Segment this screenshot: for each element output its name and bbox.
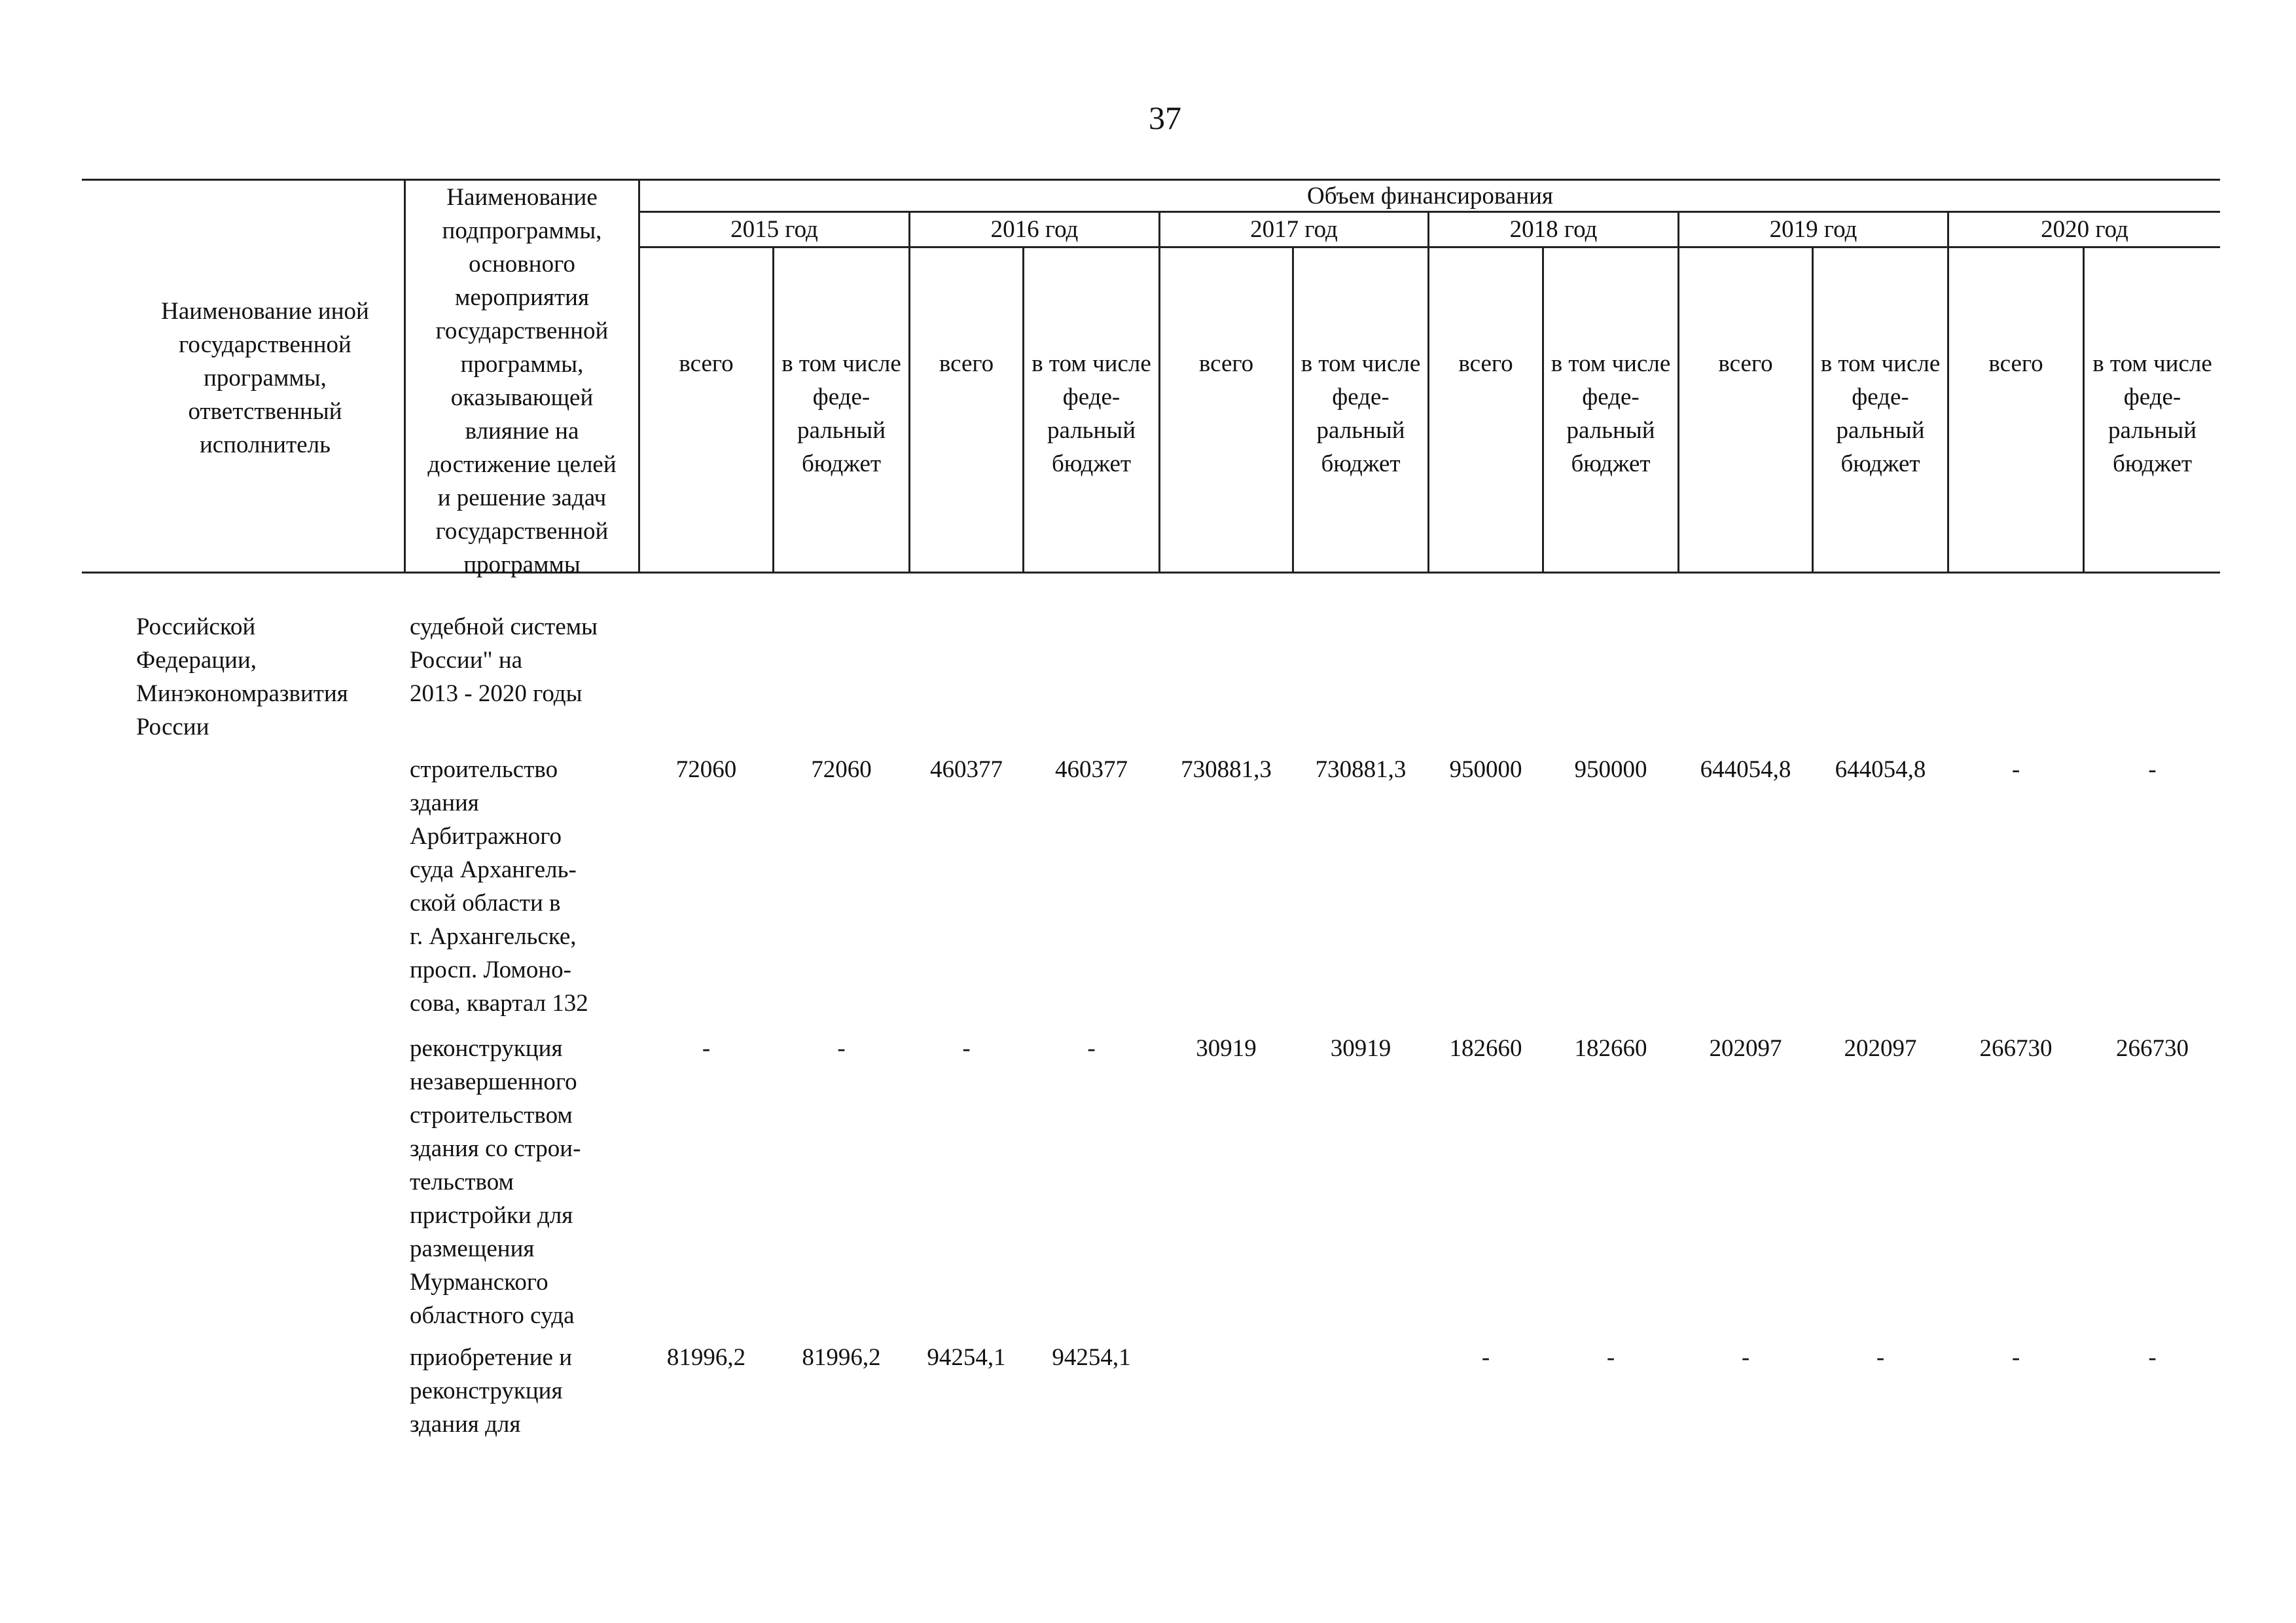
header-subprogram-name: Наименование подпрограммы, основного мероприятия государственной программы, оказывающей влияние на достижение целей и решение задач государственной программы	[427, 184, 617, 578]
row-value: 30919	[1330, 1035, 1391, 1062]
row-value: -	[837, 1035, 846, 1062]
row-value: -	[962, 1035, 971, 1062]
row-value: -	[1087, 1035, 1096, 1062]
row-value: 460377	[1055, 756, 1128, 783]
row-value: 202097	[1844, 1035, 1917, 1062]
header-funding: Объем финансирования	[1307, 182, 1553, 210]
header-program-name: Наименование иной государственной программы, ответственный исполнитель	[161, 298, 369, 458]
row-value: -	[1876, 1344, 1885, 1371]
header-total: всего	[1198, 350, 1254, 377]
row-value: -	[1606, 1344, 1615, 1371]
header-federal: в том числе феде- ральный бюджет	[1820, 350, 1941, 477]
row-value: 202097	[1709, 1035, 1782, 1062]
row-value: 730881,3	[1315, 756, 1407, 783]
row-value: 72060	[811, 756, 872, 783]
header-total: всего	[679, 350, 734, 377]
header-year: 2017 год	[1250, 216, 1338, 243]
row-value: 644054,8	[1700, 756, 1791, 783]
row-value: 182660	[1574, 1035, 1647, 1062]
header-year: 2020 год	[2041, 216, 2128, 243]
row-value: 266730	[2116, 1035, 2189, 1062]
row-value: -	[2011, 1344, 2020, 1371]
row-value: 182660	[1449, 1035, 1522, 1062]
row-value: -	[2148, 756, 2157, 783]
row-value: -	[1741, 1344, 1750, 1371]
year-divider	[1158, 211, 1160, 574]
year-divider	[1427, 211, 1429, 574]
row-value: -	[2011, 756, 2020, 783]
continuation-cell: судебной системы России" на 2013 - 2020 годы	[410, 613, 598, 707]
row-value: 94254,1	[927, 1344, 1006, 1371]
row-value: 644054,8	[1835, 756, 1926, 783]
row-value: 81996,2	[666, 1344, 746, 1371]
header-federal: в том числе феде- ральный бюджет	[1031, 350, 1151, 477]
row-name: строительство здания Арбитражного суда Архангель- ской области в г. Архангельске, просп. Ломоно- сова, квартал 132	[410, 756, 588, 1017]
row-value: 72060	[675, 756, 737, 783]
row-name: приобретение и реконструкция здания для	[410, 1344, 573, 1438]
header-federal: в том числе феде- ральный бюджет	[2092, 350, 2212, 477]
header-total: всего	[939, 350, 994, 377]
header-federal: в том числе феде- ральный бюджет	[781, 350, 901, 477]
row-value: 94254,1	[1052, 1344, 1131, 1371]
row-value: 730881,3	[1181, 756, 1272, 783]
header-bottom-rule	[82, 572, 2220, 574]
year-divider	[1677, 211, 1679, 574]
row-value: 266730	[1979, 1035, 2053, 1062]
row-value: 950000	[1574, 756, 1647, 783]
row-name: реконструкция незавершенного строительством здания со строи- тельством пристройки для размещения Мурманского областного суда	[410, 1035, 581, 1329]
row-value: 30919	[1196, 1035, 1257, 1062]
row-value: -	[2148, 1344, 2157, 1371]
header-total: всего	[1988, 350, 2043, 377]
header-federal: в том числе феде- ральный бюджет	[1300, 350, 1421, 477]
header-federal: в том числе феде- ральный бюджет	[1551, 350, 1671, 477]
row-value: -	[702, 1035, 711, 1062]
header-total: всего	[1718, 350, 1773, 377]
row-value: 81996,2	[802, 1344, 881, 1371]
row-value: -	[1481, 1344, 1490, 1371]
header-year: 2016 год	[990, 216, 1079, 243]
row-value: 950000	[1449, 756, 1522, 783]
year-divider	[1947, 211, 1949, 574]
year-divider	[908, 211, 910, 574]
header-year: 2015 год	[730, 216, 818, 243]
header-year: 2019 год	[1769, 216, 1857, 243]
page-number: 37	[1149, 100, 1181, 136]
header-year: 2018 год	[1509, 216, 1598, 243]
row-value: 460377	[930, 756, 1003, 783]
header-total: всего	[1458, 350, 1513, 377]
program-name-cell: Российской Федерации, Минэкономразвития России	[136, 613, 348, 740]
